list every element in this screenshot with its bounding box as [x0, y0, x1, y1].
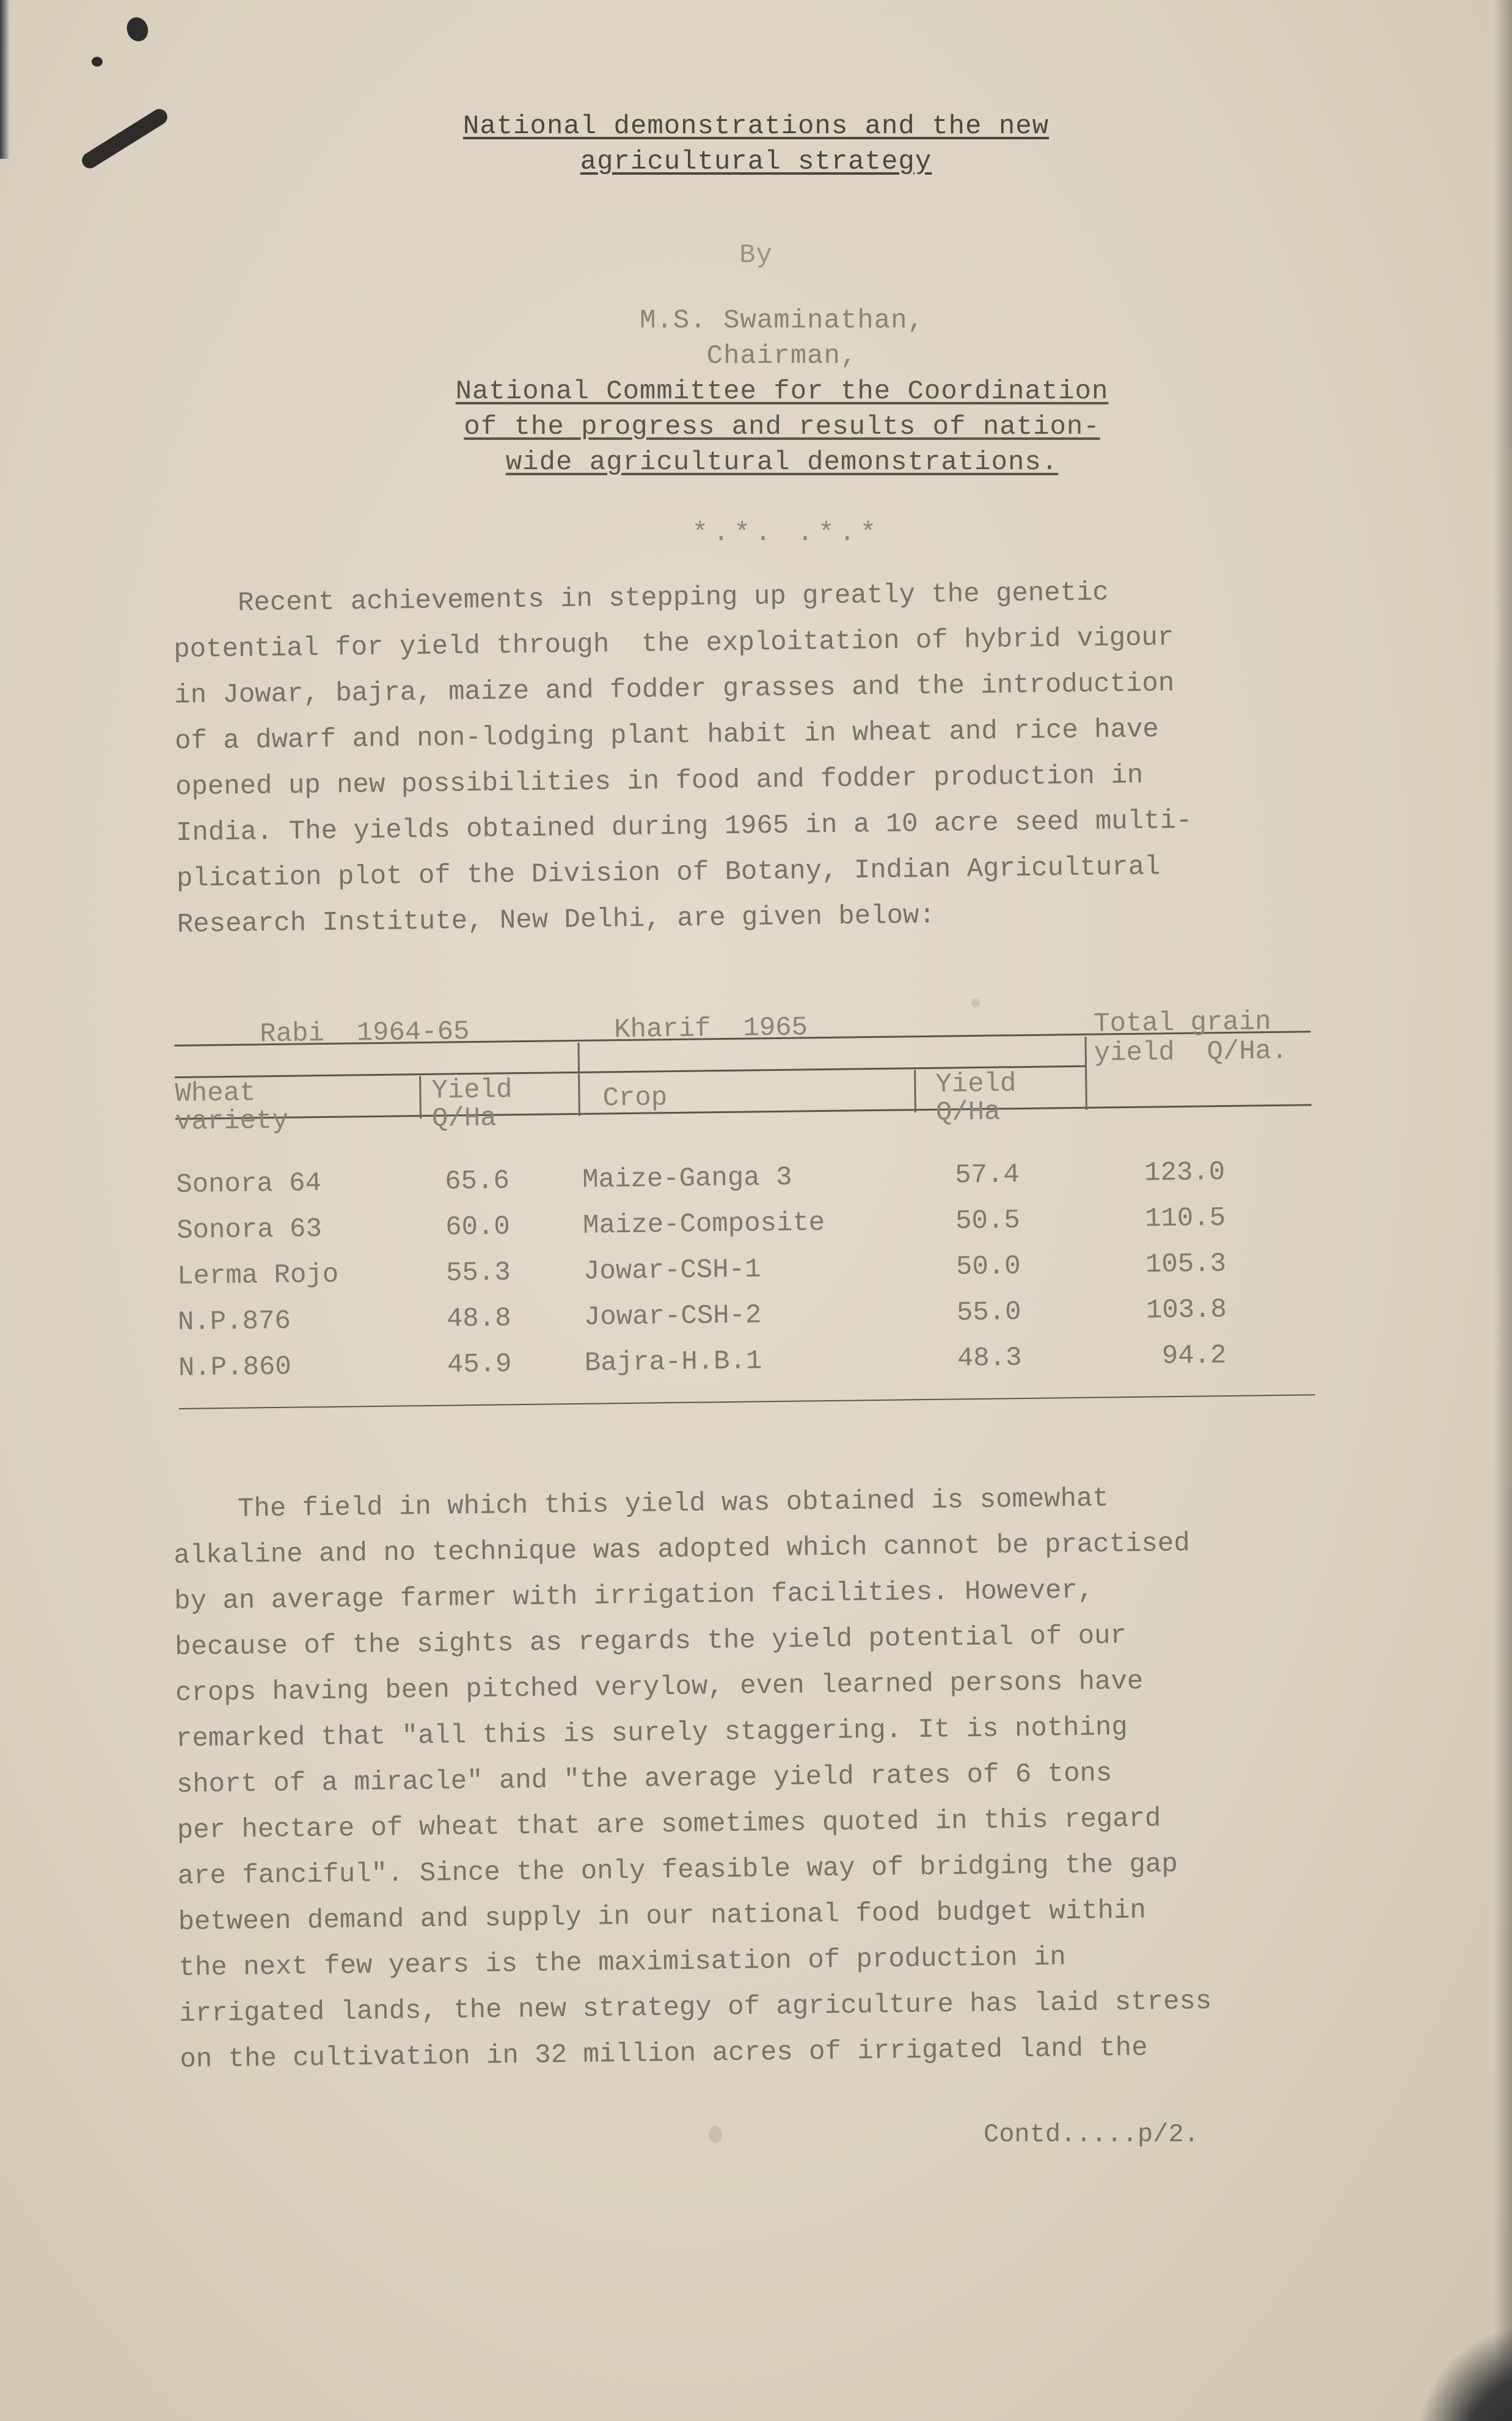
yield-header-2: Q/Ha [431, 1103, 497, 1134]
paper-stain [971, 999, 980, 1007]
paragraph-line: alkaline and no technique was adopted which cannot be practised [173, 1528, 1191, 1571]
cell-wheat: Lerma Rojo [177, 1259, 339, 1292]
cell-yield: 65.6 [444, 1166, 510, 1197]
committee-line-1: National Committee for the Coordination [455, 376, 1109, 407]
table-subheader-rule [175, 1104, 1312, 1120]
cell-kharif-yield: 50.0 [955, 1251, 1021, 1283]
title-line-1: National demonstrations and the new [462, 111, 1050, 142]
cell-crop: Jowar-CSH-2 [583, 1300, 762, 1333]
kharif-yield-header-1: Yield [935, 1068, 1017, 1100]
cell-yield: 55.3 [445, 1257, 511, 1289]
paragraph-line: opened up new possibilities in food and fodder production in [175, 760, 1144, 803]
committee-line-3: wide agricultural demonstrations. [505, 447, 1059, 478]
table-bottom-rule [179, 1394, 1315, 1409]
cell-crop: Maize-Ganga 3 [582, 1162, 792, 1196]
cell-kharif-yield: 50.5 [955, 1205, 1021, 1237]
author-block [55, 303, 1509, 480]
cell-wheat: N.P.876 [177, 1305, 291, 1338]
cell-total: 94.2 [1161, 1340, 1227, 1372]
committee-line-2: of the progress and results of nation- [464, 412, 1100, 442]
kharif-header: Kharif 1965 [613, 1012, 808, 1046]
paragraph-line: are fanciful". Since the only feasible way of bridging the gap [177, 1849, 1178, 1892]
paragraph-2 [173, 1473, 1378, 2083]
paragraph-line: plication plot of the Division of Botany, Indian Agricultural [176, 852, 1161, 894]
crop-header: Crop [602, 1083, 668, 1114]
paragraph-line: The field in which this yield was obtained is somewhat [173, 1483, 1109, 1525]
total-header-2: yield Q/Ha. [1094, 1035, 1288, 1069]
cell-yield: 48.8 [446, 1303, 511, 1335]
cell-wheat: N.P.860 [178, 1351, 292, 1384]
paragraph-line: per hectare of wheat that are sometimes quoted in this regard [177, 1803, 1161, 1846]
paragraph-line: of a dwarf and non-lodging plant habit in wheat and rice have [174, 714, 1160, 757]
author-name: M.S. Swaminathan, [640, 305, 924, 336]
cell-crop: Maize-Composite [582, 1208, 825, 1241]
cell-crop: Jowar-CSH-1 [583, 1254, 761, 1287]
cell-crop: Bajra-H.B.1 [584, 1346, 762, 1379]
kharif-yield-header-2: Q/Ha [935, 1097, 1001, 1128]
paragraph-line: between demand and supply in our national food budget within [178, 1895, 1147, 1938]
cell-yield: 45.9 [447, 1349, 512, 1381]
paragraph-line: Recent achievements in stepping up greatly the genetic [173, 577, 1109, 619]
yield-table [174, 1006, 1315, 1448]
paragraph-line: because of the sights as regards the yield potential of our [174, 1620, 1127, 1663]
wheat-header-1: Wheat [175, 1078, 256, 1109]
table-column-divider [1084, 1037, 1087, 1110]
paragraph-line: India. The yields obtained during 1965 in a 10 acre seed multi- [175, 805, 1192, 849]
cell-kharif-yield: 48.3 [957, 1343, 1022, 1375]
paragraph-line: the next few years is the maximisation of production in [178, 1942, 1067, 1984]
cell-total: 123.0 [1144, 1157, 1225, 1189]
section-separator: *.*. .*.* [692, 518, 882, 549]
paragraph-line: by an average farmer with irrigation facilities. However, [173, 1575, 1094, 1617]
table-column-divider [914, 1070, 916, 1112]
document-title [92, 109, 1420, 180]
paragraph-line: potential for yield through the exploitation of hybrid vigour [173, 622, 1174, 665]
paragraph-line: Research Institute, New Delhi, are given below: [177, 900, 936, 940]
page-corner-shadow [1414, 2323, 1512, 2421]
cell-kharif-yield: 57.4 [954, 1159, 1020, 1191]
table-column-divider [419, 1076, 422, 1119]
cell-wheat: Sonora 63 [176, 1214, 323, 1246]
paragraph-line: on the cultivation in 32 million acres of irrigated land the [180, 2032, 1148, 2075]
paragraph-line: irrigated lands, the new strategy of agriculture has laid stress [179, 1986, 1212, 2029]
cell-kharif-yield: 55.0 [956, 1297, 1021, 1329]
cell-yield: 60.0 [445, 1211, 511, 1243]
wheat-header-2: variety [175, 1105, 289, 1137]
paragraph-1 [173, 567, 1375, 948]
cell-total: 110.5 [1144, 1202, 1226, 1235]
author-role: Chairman, [706, 341, 858, 371]
paper-stain [709, 2126, 722, 2143]
cell-total: 103.8 [1145, 1294, 1227, 1326]
table-column-divider [578, 1043, 580, 1116]
ink-blot [123, 14, 152, 44]
total-header-1: Total grain [1093, 1007, 1271, 1040]
paragraph-line: crops having been pitched verylow, even learned persons have [175, 1666, 1144, 1709]
rabi-header: Rabi 1964-65 [259, 1017, 470, 1050]
yield-header-1: Yield [431, 1075, 513, 1106]
paragraph-line: short of a miracle" and "the average yield rates of 6 tons [176, 1758, 1112, 1800]
title-line-2: agricultural strategy [580, 147, 932, 177]
cell-wheat: Sonora 64 [175, 1168, 322, 1200]
paragraph-line: in Jowar, bajra, maize and fodder grasses and the introduction [173, 668, 1175, 711]
byline: By [739, 240, 773, 271]
ink-blot [92, 57, 103, 67]
paragraph-line: remarked that "all this is surely staggering. It is nothing [175, 1712, 1128, 1755]
continued-note: Contd.....p/2. [984, 2120, 1199, 2149]
page-edge-shadow [0, 0, 10, 159]
cell-total: 105.3 [1145, 1248, 1227, 1280]
